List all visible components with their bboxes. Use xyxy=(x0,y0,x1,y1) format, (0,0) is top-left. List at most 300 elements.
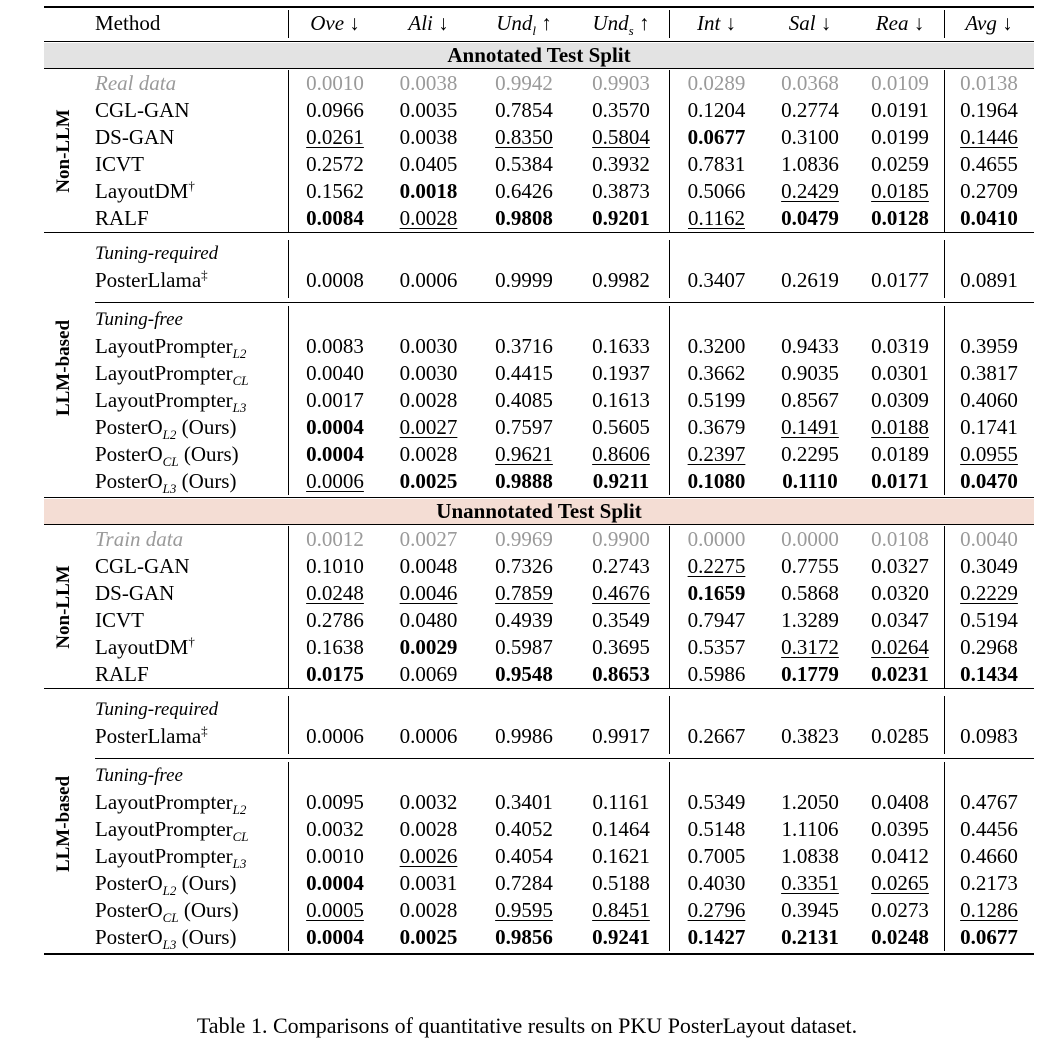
method-suffix: (Ours) xyxy=(178,898,239,922)
metric-arrow: ↓ xyxy=(908,11,925,35)
metric-value: 0.0301 xyxy=(871,361,929,385)
table-row xyxy=(44,580,1034,607)
column-divider xyxy=(288,10,289,38)
metric-cell xyxy=(475,205,573,232)
method-name xyxy=(95,205,149,232)
metric-value: 0.0028 xyxy=(399,388,458,412)
metric-cell xyxy=(944,897,1034,924)
metric-cell xyxy=(669,526,764,553)
reference-row xyxy=(44,526,1034,553)
metric-value: 0.1779 xyxy=(781,662,839,686)
metric-cell xyxy=(669,723,764,750)
metric-value: 0.0479 xyxy=(781,206,839,230)
method-label: PosterO xyxy=(95,898,163,922)
metric-cell xyxy=(856,205,944,232)
metric-cell xyxy=(944,870,1034,897)
metric-value: 0.2796 xyxy=(687,898,746,922)
metric-value: 0.9917 xyxy=(592,724,650,748)
method-label: DS-GAN xyxy=(95,581,175,605)
method-sub: L2 xyxy=(232,802,247,818)
table-row xyxy=(44,97,1034,124)
metric-cell xyxy=(288,360,382,387)
method-sub: CL xyxy=(162,910,179,926)
subgroup-rule xyxy=(95,302,1034,303)
method-name xyxy=(95,468,236,495)
metric-value: 0.8350 xyxy=(495,125,553,149)
column-divider xyxy=(669,526,670,688)
metric-value: 0.5066 xyxy=(687,179,746,203)
metric-value: 0.4415 xyxy=(495,361,553,385)
metric-value: 0.5357 xyxy=(687,635,746,659)
metric-cell xyxy=(382,97,475,124)
metric-cell xyxy=(856,870,944,897)
metric-cell xyxy=(856,387,944,414)
metric-value: 0.0231 xyxy=(871,662,929,686)
metric-value: 0.0966 xyxy=(306,98,364,122)
metric-value: 0.9595 xyxy=(495,898,553,922)
metric-cell xyxy=(573,661,669,688)
metric-cell xyxy=(475,723,573,750)
metric-cell xyxy=(288,333,382,360)
column-divider xyxy=(669,306,670,495)
metric-cell xyxy=(288,124,382,151)
metric-sub: s xyxy=(628,23,634,39)
metric-value: 0.3100 xyxy=(781,125,839,149)
metric-name: Und xyxy=(496,11,533,35)
method-sub: L2 xyxy=(162,883,177,899)
metric-cell xyxy=(475,789,573,816)
metric-value: 0.3401 xyxy=(495,790,553,814)
metric-value: 0.9986 xyxy=(495,724,553,748)
metric-cell xyxy=(288,468,382,495)
column-divider xyxy=(288,240,289,298)
metric-cell xyxy=(669,414,764,441)
metric-value: 0.3823 xyxy=(781,724,839,748)
metric-value: 0.0248 xyxy=(306,581,364,605)
metric-value: 0.7755 xyxy=(781,554,839,578)
metric-value: 0.4456 xyxy=(960,817,1018,841)
method-suffix: (Ours) xyxy=(176,871,237,895)
metric-value: 0.0032 xyxy=(306,817,364,841)
group-label-text: Non-LLM xyxy=(53,109,74,193)
metric-value: 0.0004 xyxy=(306,871,364,895)
metric-cell xyxy=(382,580,475,607)
metric-cell xyxy=(475,360,573,387)
column-divider xyxy=(944,306,945,495)
metric-value: 0.0191 xyxy=(871,98,929,122)
metric-cell xyxy=(764,580,856,607)
metric-cell xyxy=(288,897,382,924)
metric-value: 0.0199 xyxy=(871,125,929,149)
metric-cell xyxy=(764,468,856,495)
metric-cell xyxy=(856,526,944,553)
metric-value: 0.0028 xyxy=(399,817,458,841)
metric-cell xyxy=(288,723,382,750)
metric-value: 0.4085 xyxy=(495,388,553,412)
method-name xyxy=(95,360,249,387)
metric-value: 0.0264 xyxy=(871,635,929,659)
metric-value: 0.0677 xyxy=(960,925,1018,949)
metric-cell xyxy=(475,924,573,951)
metric-value: 0.0040 xyxy=(960,527,1018,551)
metric-value: 0.0048 xyxy=(399,554,458,578)
metric-cell xyxy=(475,124,573,151)
metric-cell xyxy=(573,526,669,553)
metric-value: 0.0005 xyxy=(306,898,364,922)
metric-cell xyxy=(288,580,382,607)
metric-value: 0.0004 xyxy=(306,925,364,949)
metric-cell xyxy=(944,97,1034,124)
metric-value: 0.0012 xyxy=(306,527,364,551)
metric-value: 0.1204 xyxy=(687,98,746,122)
metric-cell xyxy=(669,267,764,294)
metric-cell xyxy=(475,816,573,843)
method-name xyxy=(95,924,236,951)
metric-value: 0.1491 xyxy=(781,415,839,439)
method-label: ICVT xyxy=(95,608,144,632)
metric-value: 0.0248 xyxy=(871,925,929,949)
metric-value: 0.1162 xyxy=(688,206,745,230)
metric-cell xyxy=(856,151,944,178)
metric-cell xyxy=(382,661,475,688)
metric-cell xyxy=(288,205,382,232)
table-row xyxy=(44,414,1034,441)
metric-value: 0.3959 xyxy=(960,334,1018,358)
metric-name: Ali xyxy=(408,11,433,35)
metric-header xyxy=(856,10,944,37)
metric-cell xyxy=(944,789,1034,816)
metric-value: 0.2786 xyxy=(306,608,364,632)
metric-cell xyxy=(475,897,573,924)
metric-value: 0.0038 xyxy=(399,71,458,95)
metric-cell xyxy=(382,441,475,468)
metric-cell xyxy=(382,360,475,387)
metric-cell xyxy=(856,843,944,870)
metric-value: 0.0259 xyxy=(871,152,929,176)
metric-value: 0.0983 xyxy=(960,724,1018,748)
metric-cell xyxy=(573,723,669,750)
metric-value: 0.4655 xyxy=(960,152,1018,176)
metric-cell xyxy=(669,607,764,634)
metric-value: 0.0006 xyxy=(306,469,364,493)
metric-value: 0.0017 xyxy=(306,388,364,412)
table-row xyxy=(44,333,1034,360)
method-sub: L2 xyxy=(232,346,247,362)
method-label: PosterLlama xyxy=(95,268,202,292)
metric-value: 0.0175 xyxy=(306,662,364,686)
metric-cell xyxy=(944,124,1034,151)
table-row xyxy=(44,360,1034,387)
subgroup-label: Tuning-required xyxy=(95,699,219,720)
metric-value: 0.0028 xyxy=(399,206,458,230)
metric-cell xyxy=(288,870,382,897)
metric-value: 0.5188 xyxy=(592,871,650,895)
metric-cell xyxy=(856,607,944,634)
metric-value: 0.5868 xyxy=(781,581,839,605)
metric-cell xyxy=(856,789,944,816)
metric-value: 0.2275 xyxy=(687,554,746,578)
subgroup-label-row xyxy=(44,762,1034,789)
metric-cell xyxy=(669,789,764,816)
group-label-text: LLM-based xyxy=(53,775,74,872)
metric-cell xyxy=(944,607,1034,634)
method-name xyxy=(95,267,208,294)
method-sub: CL xyxy=(162,454,179,470)
metric-cell xyxy=(382,723,475,750)
column-divider xyxy=(288,70,289,232)
metric-cell xyxy=(382,387,475,414)
metric-value: 0.0046 xyxy=(399,581,458,605)
metric-cell xyxy=(764,897,856,924)
metric-cell xyxy=(944,387,1034,414)
column-divider xyxy=(669,10,670,38)
metric-cell xyxy=(669,897,764,924)
metric-cell xyxy=(764,723,856,750)
metric-cell xyxy=(669,580,764,607)
metric-value: 0.9942 xyxy=(495,71,553,95)
metric-value: 0.2295 xyxy=(781,442,839,466)
metric-value: 0.2667 xyxy=(687,724,746,748)
method-name xyxy=(95,178,195,205)
metric-value: 0.1937 xyxy=(592,361,650,385)
method-label: LayoutPrompter xyxy=(95,334,233,358)
metric-cell xyxy=(856,124,944,151)
metric-cell xyxy=(573,468,669,495)
metric-name: Ove xyxy=(310,11,345,35)
metric-arrow: ↓ xyxy=(815,11,832,35)
metric-name: Sal xyxy=(788,11,816,35)
metric-cell xyxy=(573,97,669,124)
metric-value: 0.3549 xyxy=(592,608,650,632)
metric-cell xyxy=(475,70,573,97)
metric-value: 0.0006 xyxy=(399,268,458,292)
metric-value: 0.4030 xyxy=(687,871,746,895)
metric-cell xyxy=(573,789,669,816)
metric-value: 0.1633 xyxy=(592,334,650,358)
metric-cell xyxy=(382,789,475,816)
metric-cell xyxy=(573,607,669,634)
metric-cell xyxy=(573,843,669,870)
metric-value: 0.3172 xyxy=(781,635,839,659)
metric-cell xyxy=(764,924,856,951)
metric-value: 0.0018 xyxy=(399,179,458,203)
method-sub: L3 xyxy=(162,481,177,497)
column-divider xyxy=(669,70,670,232)
metric-cell xyxy=(382,333,475,360)
metric-cell xyxy=(288,267,382,294)
metric-cell xyxy=(944,553,1034,580)
table-row xyxy=(44,789,1034,816)
metric-cell xyxy=(573,441,669,468)
table-row xyxy=(44,723,1034,750)
method-label: PosterO xyxy=(95,871,163,895)
metric-cell xyxy=(573,553,669,580)
metric-value: 0.9982 xyxy=(592,268,650,292)
metric-cell xyxy=(856,441,944,468)
metric-value: 0.2743 xyxy=(592,554,650,578)
metric-value: 0.0010 xyxy=(306,71,364,95)
section-rule xyxy=(44,524,1034,525)
metric-value: 0.9888 xyxy=(495,469,553,493)
metric-cell xyxy=(944,468,1034,495)
method-name xyxy=(95,151,144,178)
method-name xyxy=(95,414,236,441)
metric-value: 1.1106 xyxy=(781,817,839,841)
metric-cell xyxy=(856,924,944,951)
method-label: PosterLlama xyxy=(95,724,202,748)
reference-row xyxy=(44,70,1034,97)
metric-cell xyxy=(288,414,382,441)
method-label: CGL-GAN xyxy=(95,98,190,122)
metric-cell xyxy=(764,441,856,468)
table-row xyxy=(44,870,1034,897)
column-divider xyxy=(288,526,289,688)
metric-cell xyxy=(764,789,856,816)
metric-cell xyxy=(944,178,1034,205)
metric-value: 0.0368 xyxy=(781,71,839,95)
metric-cell xyxy=(944,924,1034,951)
method-label: LayoutPrompter xyxy=(95,817,233,841)
metric-value: 0.0027 xyxy=(399,527,458,551)
method-sub: L3 xyxy=(232,400,247,416)
table-row xyxy=(44,843,1034,870)
metric-cell xyxy=(475,607,573,634)
metric-value: 0.4676 xyxy=(592,581,650,605)
metric-value: 0.0010 xyxy=(306,844,364,868)
metric-value: 0.0891 xyxy=(960,268,1018,292)
metric-cell xyxy=(944,661,1034,688)
metric-header xyxy=(475,10,573,37)
metric-cell xyxy=(573,387,669,414)
metric-cell xyxy=(288,553,382,580)
metric-value: 0.6426 xyxy=(495,179,553,203)
metric-cell xyxy=(382,124,475,151)
metric-value: 0.0030 xyxy=(399,361,458,385)
metric-cell xyxy=(382,897,475,924)
metric-header xyxy=(764,10,856,37)
metric-cell xyxy=(669,178,764,205)
metric-cell xyxy=(944,441,1034,468)
metric-value: 0.2397 xyxy=(687,442,746,466)
metric-value: 1.3289 xyxy=(781,608,839,632)
method-sup: ‡ xyxy=(201,267,208,282)
column-divider xyxy=(944,10,945,38)
metric-sub: l xyxy=(532,23,537,39)
column-divider xyxy=(944,696,945,754)
metric-cell xyxy=(288,924,382,951)
metric-cell xyxy=(856,333,944,360)
metric-value: 0.4939 xyxy=(495,608,553,632)
method-label: LayoutPrompter xyxy=(95,361,233,385)
metric-value: 0.9999 xyxy=(495,268,553,292)
metric-value: 0.9548 xyxy=(495,662,553,686)
metric-value: 0.0347 xyxy=(871,608,929,632)
metric-cell xyxy=(669,124,764,151)
metric-cell xyxy=(382,70,475,97)
metric-cell xyxy=(764,178,856,205)
metric-header xyxy=(573,10,669,37)
metric-cell xyxy=(764,414,856,441)
metric-arrow: ↑ xyxy=(633,11,650,35)
metric-header xyxy=(288,10,382,37)
method-label: LayoutPrompter xyxy=(95,388,233,412)
metric-value: 0.3695 xyxy=(592,635,650,659)
metric-cell xyxy=(856,661,944,688)
metric-value: 0.0004 xyxy=(306,442,364,466)
metric-cell xyxy=(764,387,856,414)
metric-value: 0.3679 xyxy=(687,415,746,439)
method-suffix: (Ours) xyxy=(176,415,237,439)
metric-cell xyxy=(856,70,944,97)
method-label: PosterO xyxy=(95,925,163,949)
group-label-text: Non-LLM xyxy=(53,565,74,649)
metric-cell xyxy=(669,843,764,870)
metric-value: 0.3049 xyxy=(960,554,1018,578)
metric-value: 0.0006 xyxy=(306,724,364,748)
metric-value: 0.3351 xyxy=(781,871,839,895)
metric-cell xyxy=(856,897,944,924)
metric-value: 0.1621 xyxy=(592,844,650,868)
metric-value: 0.0189 xyxy=(871,442,929,466)
metric-value: 0.0032 xyxy=(399,790,458,814)
metric-value: 0.0108 xyxy=(871,527,929,551)
metric-value: 0.1110 xyxy=(782,469,838,493)
metric-value: 0.2619 xyxy=(781,268,839,292)
metric-value: 0.4060 xyxy=(960,388,1018,412)
metric-cell xyxy=(382,607,475,634)
metric-value: 0.0261 xyxy=(306,125,364,149)
column-divider xyxy=(669,240,670,298)
metric-value: 0.3716 xyxy=(495,334,553,358)
metric-cell xyxy=(764,360,856,387)
group-label xyxy=(44,526,84,688)
metric-cell xyxy=(382,634,475,661)
metric-cell xyxy=(669,870,764,897)
metric-header xyxy=(669,10,764,37)
metric-cell xyxy=(475,468,573,495)
method-sup: ‡ xyxy=(201,723,208,738)
method-name xyxy=(95,634,195,661)
metric-value: 0.0095 xyxy=(306,790,364,814)
metric-cell xyxy=(288,661,382,688)
metric-value: 0.2131 xyxy=(781,925,839,949)
metric-cell xyxy=(382,924,475,951)
header-rule xyxy=(44,41,1034,42)
metric-value: 0.7947 xyxy=(687,608,746,632)
metric-value: 0.0188 xyxy=(871,415,929,439)
metric-value: 0.0028 xyxy=(399,898,458,922)
metric-cell xyxy=(573,870,669,897)
metric-value: 0.2229 xyxy=(960,581,1018,605)
metric-value: 0.0265 xyxy=(871,871,929,895)
metric-value: 0.0327 xyxy=(871,554,929,578)
method-sub: L3 xyxy=(232,856,247,872)
metric-value: 0.2572 xyxy=(306,152,364,176)
metric-value: 0.3662 xyxy=(687,361,746,385)
metric-cell xyxy=(475,267,573,294)
method-label: Real data xyxy=(95,71,177,95)
metric-cell xyxy=(669,97,764,124)
column-divider xyxy=(288,306,289,495)
method-label: DS-GAN xyxy=(95,125,175,149)
metric-cell xyxy=(944,151,1034,178)
method-name xyxy=(95,897,239,924)
table-row xyxy=(44,924,1034,951)
metric-value: 0.0006 xyxy=(399,724,458,748)
metric-value: 0.5194 xyxy=(960,608,1018,632)
metric-cell xyxy=(764,843,856,870)
metric-value: 1.0836 xyxy=(781,152,839,176)
